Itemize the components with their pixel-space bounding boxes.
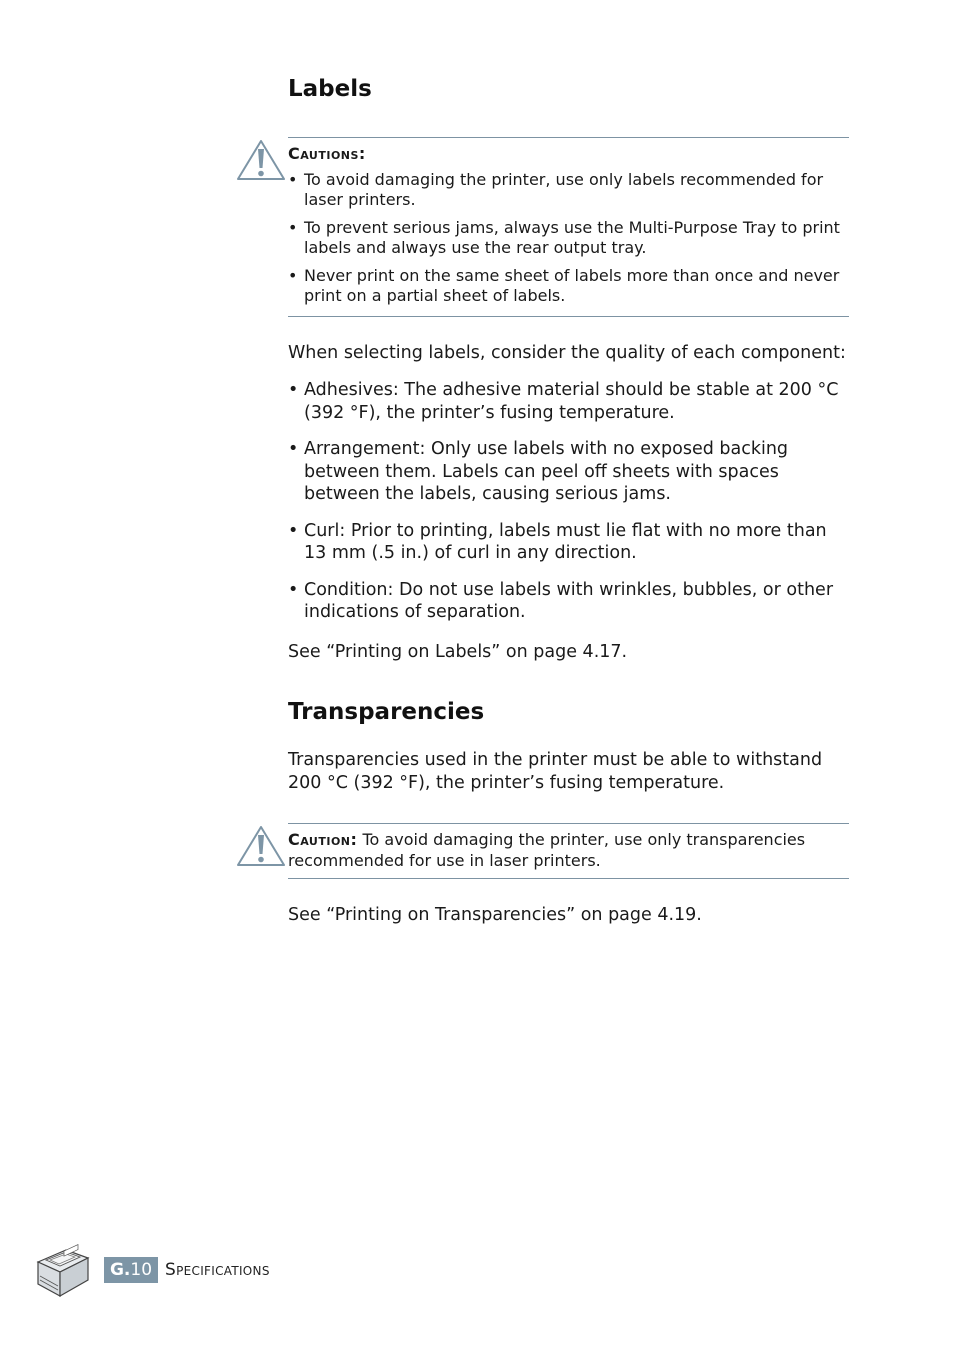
caution-bottom-rule bbox=[288, 878, 849, 879]
labels-heading: Labels bbox=[288, 76, 372, 102]
caution-text: To avoid damaging the printer, use only transparencies recommended for use in laser printers. bbox=[288, 830, 806, 870]
page-number-badge bbox=[104, 1257, 158, 1283]
caution-item: • To prevent serious jams, always use the Multi-Purpose Tray to print labels and always use the rear output tray. bbox=[288, 218, 849, 259]
caution-item: • Never print on the same sheet of labels more than once and never print on a partial sheet of labels. bbox=[288, 266, 849, 307]
transparencies-see-also: See “Printing on Transparencies” on page 4.19. bbox=[288, 905, 702, 925]
transparencies-body: Transparencies used in the printer must be able to withstand 200 °C (392 °F), the printer’s fusing temperature. bbox=[288, 750, 823, 793]
labels-see-also: See “Printing on Labels” on page 4.17. bbox=[288, 642, 628, 662]
cautions-block bbox=[288, 144, 849, 307]
caution-triangle-icon bbox=[236, 139, 286, 181]
caution-top-rule bbox=[288, 823, 849, 824]
cautions-list bbox=[288, 170, 849, 307]
printer-icon bbox=[32, 1236, 92, 1300]
cautions-bottom-rule bbox=[288, 316, 849, 317]
cautions-heading: Cautions: bbox=[288, 144, 366, 163]
caution-block bbox=[288, 830, 849, 871]
component-item-arrangement: • Arrangement: Only use labels with no exposed backing between them. Labels can peel off sheets with spaces between the labels, causing serious jams. bbox=[288, 438, 849, 506]
components-list bbox=[288, 379, 849, 624]
page-number: 10 bbox=[130, 1260, 153, 1280]
component-item-curl: • Curl: Prior to printing, labels must lie flat with no more than 13 mm (.5 in.) of curl in any direction. bbox=[288, 520, 849, 565]
component-item-adhesives: • Adhesives: The adhesive material should be stable at 200 °C (392 °F), the printer’s fusing temperature. bbox=[288, 379, 849, 424]
caution-heading: Caution: bbox=[288, 830, 358, 849]
cautions-top-rule bbox=[288, 137, 849, 138]
chapter-letter: G. bbox=[109, 1260, 131, 1280]
caution-item: • To avoid damaging the printer, use only labels recommended for laser printers. bbox=[288, 170, 849, 211]
caution-triangle-icon bbox=[236, 825, 286, 867]
transparencies-heading: Transparencies bbox=[288, 699, 485, 725]
footer-section-title: Specifications bbox=[165, 1260, 270, 1280]
labels-intro: When selecting labels, consider the quality of each component: bbox=[288, 343, 846, 363]
component-item-condition: • Condition: Do not use labels with wrinkles, bubbles, or other indications of separation. bbox=[288, 579, 849, 624]
